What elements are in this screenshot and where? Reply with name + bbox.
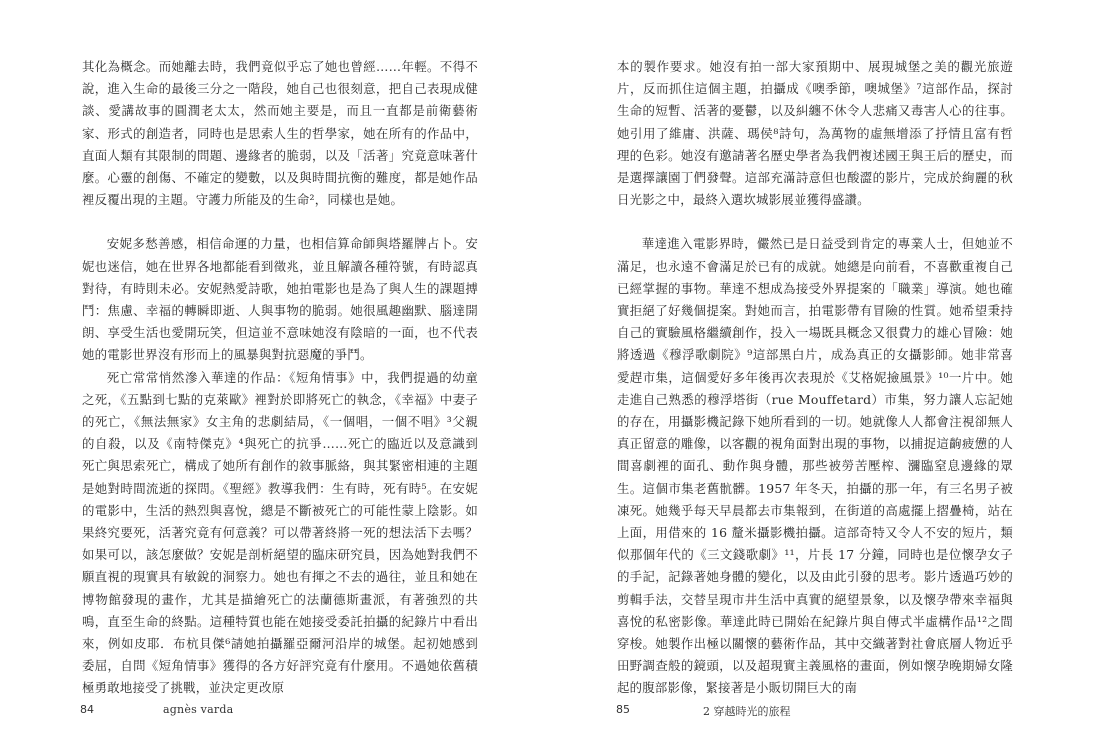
- left-body-text: [82, 56, 478, 700]
- paragraph: 華達進入電影界時，儼然已是日益受到肯定的專業人士，但她並不滿足，也永遠不會滿足於已有的成就。她總是向前看，不喜歡重複自己已經掌握的事物。華達不想成為接受外界提案的「職業」導演。她也確實拒絕了好幾個提案。對她而言，拍電影帶有冒險的性質。她希望秉持自己的實驗風格繼續創作，投入一場既具概念又很費力的雄心冒險：她將透過《穆浮歌劇院》⁹這部黑白片，成為真正的女攝影師。她非常喜愛趕市集，這個愛好多年後再次表現於《艾格妮撿風景》¹⁰一片中。她走進自己熟悉的穆浮塔街（rue Mouffetard）市集，努力讓人忘記她的存在，用攝影機記錄下她所看到的一切。她就像人人都會注視卻無人真正留意的雕像，以客觀的視角面對出現的事物，以捕捉這齣疲憊的人間喜劇裡的面孔、動作與身體，那些被勞苦壓榨、瀰臨窒息邊緣的眾生。這個市集老舊骯髒。1957 年冬天，拍攝的那一年，有三名男子被凍死。她幾乎每天早晨都去市集報到，在街道的高處擺上摺疊椅，站在上面，用借來的 16 釐米攝影機拍攝。這部奇特又令人不安的短片，類似那個年代的《三文錢歌劇》¹¹，片長 17 分鐘，同時也是位懷孕女子的手記，記錄著她身體的變化，以及由此引發的思考。影片透過巧妙的剪輯手法，交替呈現市井生活中真實的絕望景象，以及懷孕帶來幸福與喜悅的私密影像。華達此時已開始在紀錄片與自傳式半虛構作品¹²之間穿梭。她製作出極以關懷的藝術作品，其中交織著對社會底層人物近乎田野調查般的鏡頭，以及超現實主義風格的畫面，例如懷孕晚期婦女隆起的腹部影像，緊接著是小販切開巨大的南: [617, 236, 1013, 696]
- right-body-text: [617, 56, 1013, 700]
- paragraph: 本的製作要求。她沒有拍一部大家預期中、展現城堡之美的觀光旅遊片，反而抓住這個主題，拍攝成《噢季節，噢城堡》⁷這部作品，探討生命的短暫、活著的憂鬱，以及糾纏不休令人悲痛又毒害人心的往事。她引用了維庸、洪薩、瑪侯⁸詩句，為萬物的虛無增添了抒情且富有哲理的色彩。她沒有邀請著名歷史學者為我們複述國王與王后的歷史，而是選擇讓園丁們發聲。這部充滿詩意但也酸澀的影片，完成於絢麗的秋日光影之中，最終入選坎城影展並獲得盛讚。: [617, 59, 1013, 208]
- paragraph: 死亡常常悄然滲入華達的作品：《短角情事》中，我們提過的幼童之死，《五點到七點的克萊歐》裡對於即將死亡的執念，《幸福》中妻子的死亡，《無法無家》女主角的悲劇結局，《一個唱，一個不唱》³父親的自殺，以及《南特傑克》⁴與死亡的抗爭……死亡的臨近以及意識到死亡與思索死亡，構成了她所有創作的敘事脈絡，與其緊密相連的主題是她對時間流逝的探問。《聖經》教導我們：生有時，死有時⁵。在安妮的電影中，生活的熱烈與喜悅，總是不斷被死亡的可能性蒙上陰影。如果終究要死，活著究竟有何意義？可以帶著終將一死的想法活下去嗎？如果可以，該怎麼做？安妮是剖析絕望的臨床研究員，因為她對我們不願直視的現實具有敏銳的洞察力。她也有揮之不去的過往，並且和她在博物館發現的畫作，尤其是描繪死亡的法蘭德斯畫派，有著強烈的共鳴，直至生命的終點。這種特質也能在她接受委託拍攝的紀錄片中看出來，例如皮耶．布杭貝傑⁶請她拍攝羅亞爾河沿岸的城堡。起初她感到委屈，自問《短角情事》獲得的各方好評究竟有什麼用。不過她依舊積極勇敢地接受了挑戰，並決定更改原: [82, 369, 478, 696]
- right-page: [550, 0, 1100, 744]
- paragraph: 其化為概念。而她離去時，我們竟似乎忘了她也曾經……年輕。不得不說，進入生命的最後三分之一階段，她自己也很刻意，把自己表現成健談、愛講故事的圓潤老太太，然而她主要是，而且一直都是前衛藝術家、形式的創造者，同時也是思索人生的哲學家，她在所有的作品中，直面人類有其限制的問題、邊緣者的脆弱，以及「活著」究竟意味著什麼。心靈的創傷、不確定的變數，以及與時間抗衡的難度，都是她作品裡反覆出現的主題。守護力所能及的生命²，同樣也是她。: [82, 59, 478, 208]
- paragraph: 安妮多愁善感，相信命運的力量，也相信算命師與塔羅牌占卜。安妮也迷信，她在世界各地都能看到徵兆，並且解讀各種符號，有時認真對待，有時則未必。安妮熱愛詩歌，她拍電影也是為了與人生的課題搏鬥：焦慮、幸福的轉瞬即逝、人與事物的脆弱。她很風趣幽默、腦達開朗、享受生活也愛開玩笑，但這並不意味她沒有陰暗的一面，也不代表她的電影世界沒有形而上的風暴與對抗惡魔的爭鬥。: [82, 236, 478, 363]
- page-number: 84: [80, 703, 94, 716]
- running-title: agnès varda: [163, 703, 234, 716]
- page-number: 85: [616, 703, 630, 716]
- running-title: 2 穿越時光的旅程: [703, 705, 791, 718]
